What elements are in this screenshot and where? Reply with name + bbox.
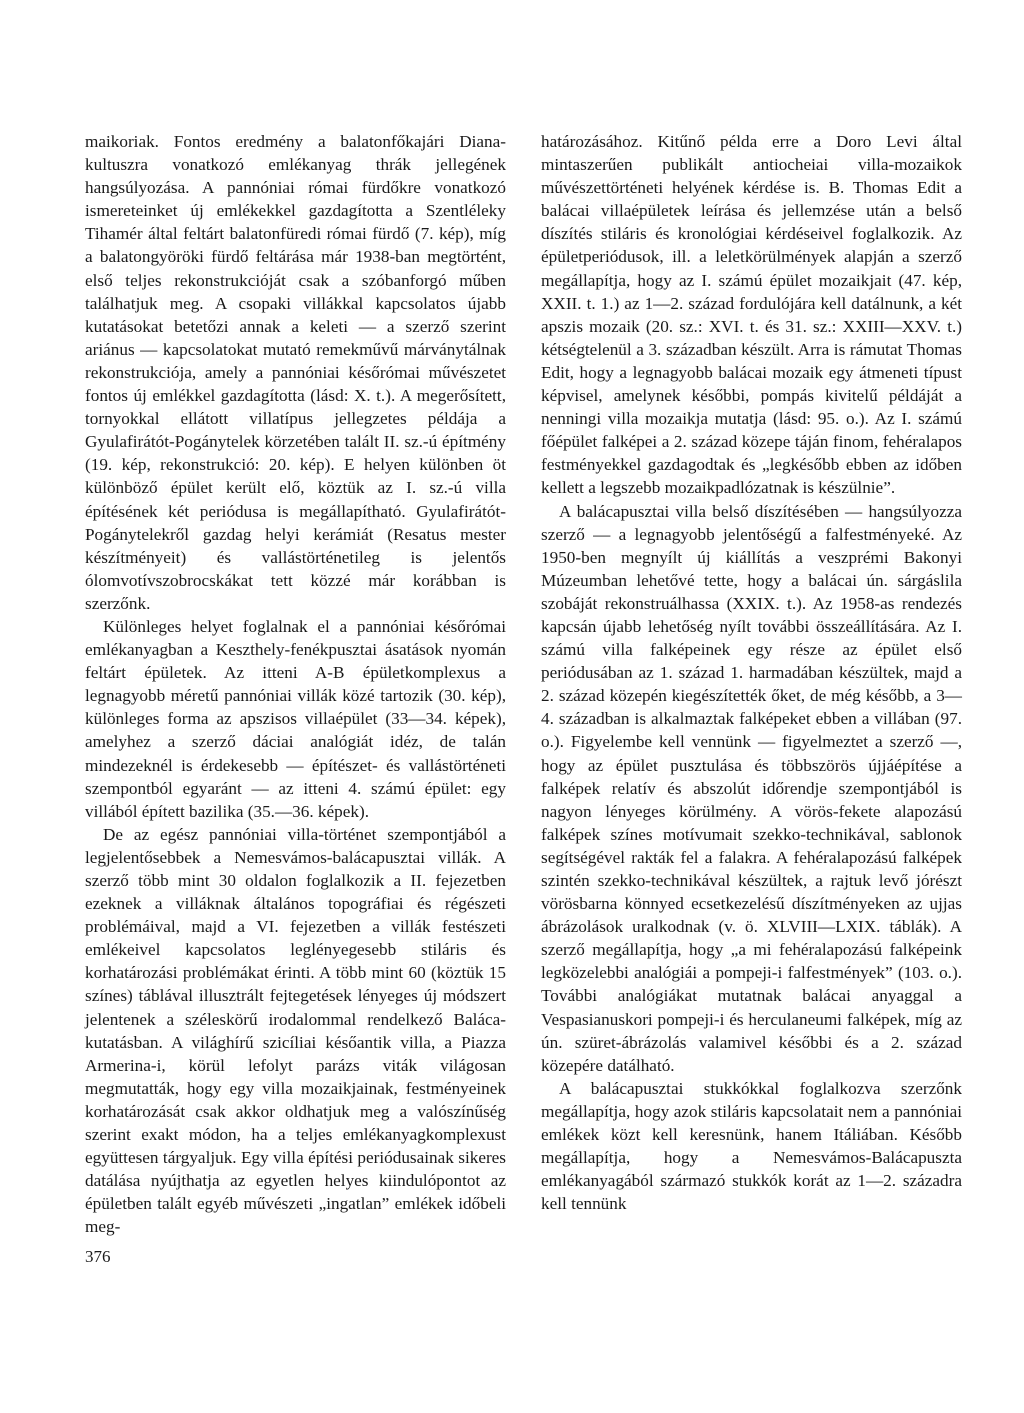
paragraph: határozásához. Kitűnő példa erre a Doro Levi által mintaszerűen publikált antiocheiai villa-mozaikok művészettörténeti helyének kérdése is. B. Thomas Edit a balácai villaépületek leírása és jellemzése után a belső díszítés stiláris és kronológiai kérdéseivel foglalkozik. Az épületperiódusok, ill. a leletkörülmények alapján a szerző megállapítja, hogy az I. számú épület mozaikjait (47. kép, XXII. t. 1.) az 1—2. század fordulójára kell datálnunk, a két apszis mozaik (20. sz.: XVI. t. és 31. sz.: XXIII—XXV. t.) kétségtelenül a 3. században készült. Arra is rámutat Thomas Edit, hogy a legnagyobb balácai mozaik egy átmeneti típust képvisel, amelynek későbbi, pompás kivitelű példáját a nenningi villa mozaikja mutatja (lásd: 95. o.). Az I. számú főépület falképei a 2. század közepe táján finom, fehéralapos festményekkel gazdagodtak és „legkésőbb ebben az időben kellett a legszebb mozaikpadlózatnak is készülnie”. (541, 132, 962, 498)
paragraph: A balácapusztai stukkókkal foglalkozva szerzőnk megállapítja, hogy azok stiláris kapcsolatait nem a pannóniai emlékek közt kell keresnünk, hanem Itáliában. Később megállapítja, hogy a Nemesvámos-Balácapuszta emlékanyagából származó stukkók korát az 1—2. századra kell tennünk (541, 1078, 962, 1214)
page-number: 376 (85, 1247, 111, 1266)
paragraph: Különleges helyet foglalnak el a pannóniai későrómai emlékanyagban a Keszthely-fenékpusztai ásatások nyomán feltárt épületek. Az itteni A-B épületkomplexus a legnagyobb méretű pannóniai villák közé tartozik (30. kép), különleges forma az apszisos villaépület (33—34. képek), amelyhez a szerző dáciai analógiát idéz, de talán mindezeknél is érdekesebb — építészet- és vallástörténeti szempontból egyaránt — az itteni 4. számú épület: egy villából épített bazilika (35.—36. képek). (85, 616, 506, 821)
text-column-left (85, 130, 506, 1239)
paragraph: A balácapusztai villa belső díszítésében — hangsúlyozza szerző — a legnagyobb jelentőségű a falfestményeké. Az 1950-ben megnyílt új kiállítás a veszprémi Bakonyi Múzeumban lehetővé tette, hogy a balácai ún. sárgáslila szobáját rekonstruálhassa (XXIX. t.). Az 1958-as rendezés kapcsán újabb lehetőség nyílt további összeállítására. Az I. számú villa falképeinek egy része az épület első periódusában az 1. század 1. harmadában készültek, majd a 2. század közepén kiegészítették őket, de még később, a 3—4. században is alkalmaztak falképeket ebben a villában (97. o.). Figyelembe kell vennünk — figyelmeztet a szerző —, hogy az épület pusztulása és többszörös újjáépítése a falképek relatív és abszolút időrendje szempontjából is nagyon lényeges körülmény. A vörös-fekete alapozású falképek színes motívumait szekko-technikával, sablonok segítségével rakták fel a falakra. A fehéralapozású falképek szintén szekko-technikával készültek, a rajtuk levő jórészt vörösbarna könnyed ecsetkezelésű díszítményeken az ujjas ábrázolások uralkodnak (v. ö. XLVIII—LXIX. táblák). A szerző megállapítja, hogy „a mi fehéralapozású falképeink legközelebbi analógiái a pompeji-i falfestmények” (103. o.). További analógiákat mutatnak balácai anyaggal a Vespasianuskori pompeji-i és herculaneumi falképek, míg az ún. szüret-ábrázolás valamivel későbbi és a 2. század közepére datálható. (541, 501, 962, 1075)
paragraph: maikoriak. Fontos eredmény a balatonfőkajári Diana-kultuszra vonatkozó emlékanyag thrák jellegének hangsúlyozása. A pannóniai római fürdőkre vonatkozó ismereteinket új emlékekkel gazdagította a Szentléleky Tihamér által feltárt balatonfüredi római fürdő (7. kép), míg a balatongyöröki fürdő feltárása már 1938-ban megtörtént, első teljes rekonstrukcióját csak a szóbanforgó műben találhatjuk meg. A csopaki villákkal kapcsolatos újabb kutatásokat betetőzi annak a keleti — a szerző szerint ariánus — kapcsolatokat mutató remekművű márványtálnak rekonstrukciója, amely a pannóniai későrómai művészetet fontos új emlékkel gazdagította (lásd: X. t.). A megerősített, tornyokkal ellátott villatípus jellegzetes példája a Gyulafirátót-Pogánytelek körzetében talált II. sz.-ú építmény (19. kép, rekonstrukció: 20. kép). E helyen különben öt különböző épület került elő, köztük az I. sz.-ú villa építésének két periódusa is megállapítható. Gyulafirátót-Pogánytelekről gazdag helyi kerámiát (Resatus mester készítményeit) és vallástörténetileg is jelentős ólomvotívszobrocskákat tett közzé már korábban is szerzőnk. (85, 132, 506, 613)
text-column-right (541, 130, 962, 1215)
paragraph: De az egész pannóniai villa-történet szempontjából a legjelentősebbek a Nemesvámos-balácapusztai villák. A szerző több mint 30 oldalon foglalkozik a II. fejezetben ezeknek a villáknak általános topográfiai és régészeti problémáival, majd a VI. fejezetben a villák festészeti emlékeivel kapcsolatos leglényegesebb stiláris és korhatározási problémákat érinti. A több mint 60 (köztük 15 színes) táblával illusztrált fejtegetések lényeges új módszert jelentenek a széleskörű irodalommal rendelkező Baláca-kutatásban. A világhírű szicíliai későantik villa, a Piazza Armerina-i, körül lefolyt parázs viták világosan megmutatták, hogy egy villa mozaikjainak, festményeinek korhatározását csak akkor oldhatjuk meg a valószínűség szerint exakt módon, ha a teljes emlékanyagkomplexust együttesen tárgyaljuk. Egy villa építési periódusainak sikeres datálása nyújthatja az egyetlen helyes kiindulópontot az épületben talált egyéb művészeti „ingatlan” emlékek időbeli meg- (85, 824, 506, 1237)
